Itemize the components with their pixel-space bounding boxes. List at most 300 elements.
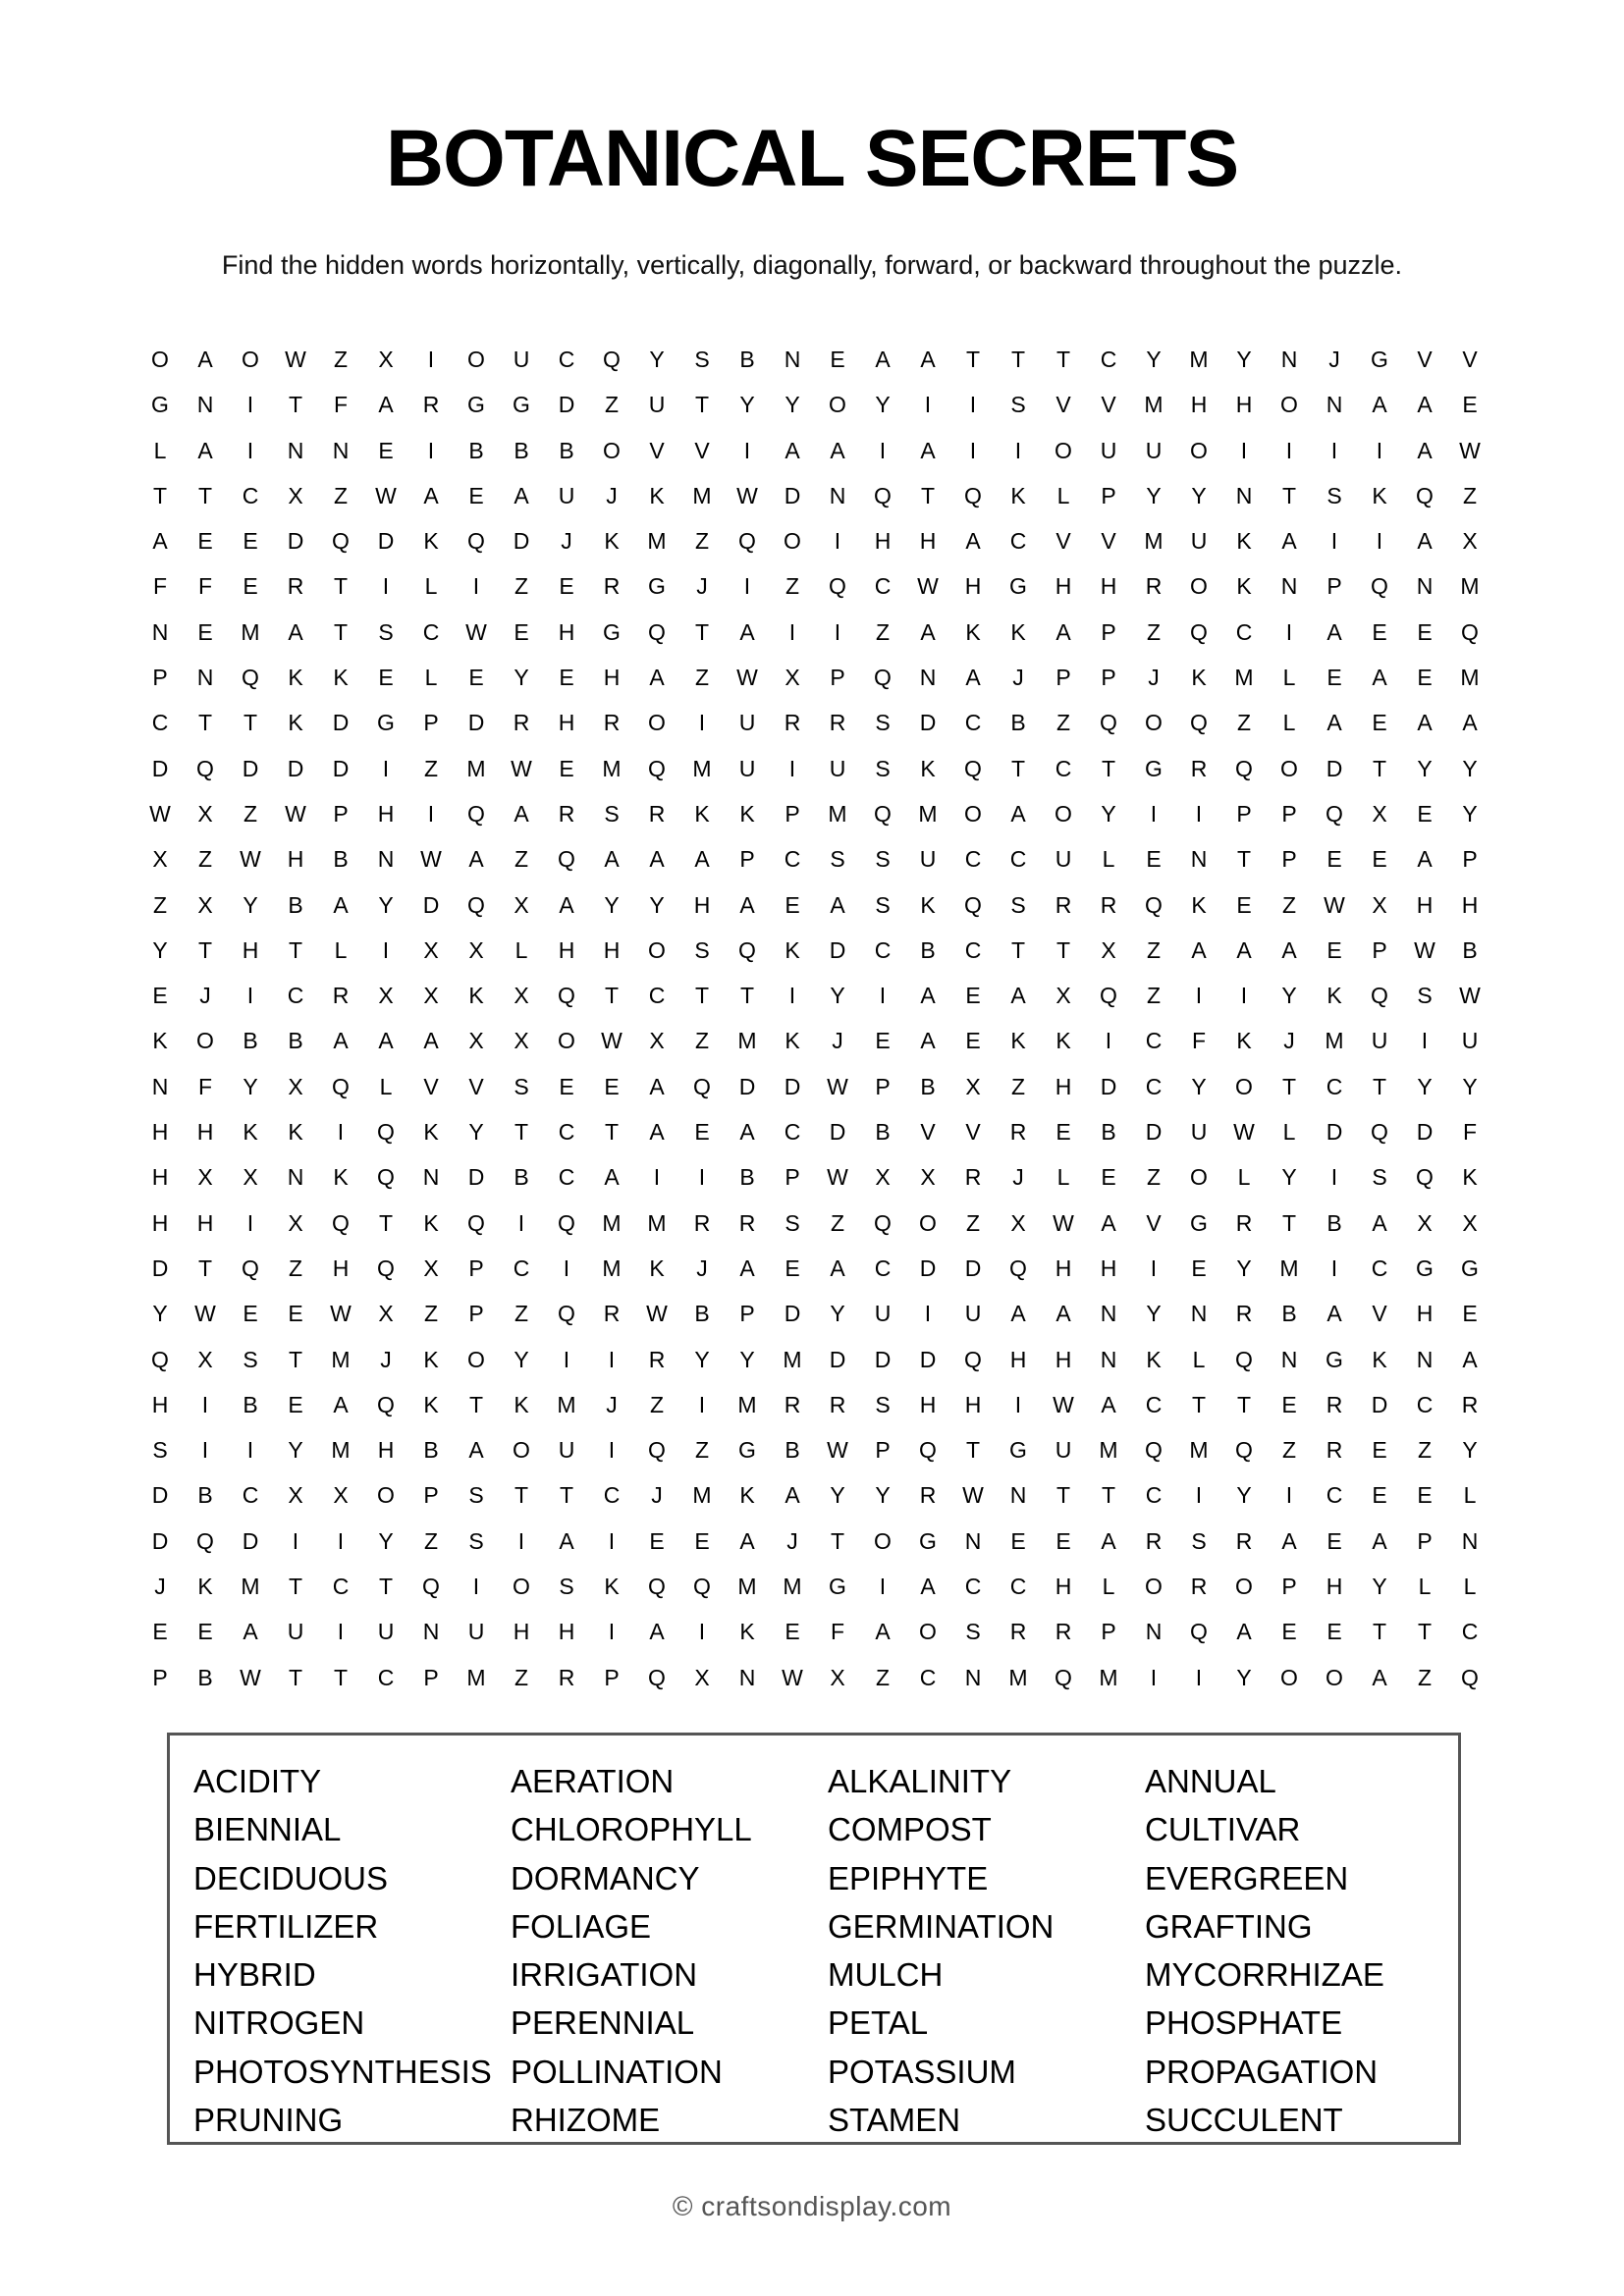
grid-cell[interactable]: Z — [152, 891, 168, 918]
grid-cell[interactable]: K — [1191, 665, 1207, 691]
grid-cell[interactable]: O — [1145, 710, 1163, 736]
grid-cell[interactable]: I — [1285, 437, 1293, 463]
grid-cell[interactable]: M — [783, 1574, 802, 1600]
grid-cell[interactable]: D — [242, 1527, 259, 1554]
grid-cell[interactable]: I — [246, 1437, 254, 1464]
grid-cell[interactable]: S — [604, 800, 620, 827]
grid-cell[interactable]: Y — [1462, 1437, 1478, 1464]
grid-cell[interactable]: O — [1280, 392, 1298, 418]
grid-cell[interactable]: I — [608, 1437, 616, 1464]
grid-cell[interactable]: R — [919, 1482, 937, 1509]
grid-cell[interactable]: A — [1417, 528, 1433, 555]
grid-cell[interactable]: K — [785, 1028, 800, 1054]
grid-cell[interactable]: W — [736, 665, 758, 691]
grid-cell[interactable]: X — [378, 1301, 394, 1327]
grid-cell[interactable]: C — [1416, 1391, 1434, 1417]
grid-cell[interactable]: Y — [1101, 800, 1116, 827]
grid-cell[interactable]: A — [423, 1028, 439, 1054]
grid-cell[interactable]: L — [1463, 1574, 1477, 1600]
grid-cell[interactable]: O — [1190, 1164, 1208, 1191]
grid-cell[interactable]: I — [698, 710, 706, 736]
grid-cell[interactable]: Q — [196, 755, 214, 781]
grid-cell[interactable]: E — [559, 1073, 574, 1099]
grid-cell[interactable]: X — [378, 347, 394, 372]
grid-cell[interactable]: I — [1150, 1664, 1158, 1690]
grid-cell[interactable]: I — [1195, 983, 1203, 1009]
grid-cell[interactable]: I — [337, 1619, 345, 1645]
grid-cell[interactable]: C — [422, 618, 440, 645]
grid-cell[interactable]: T — [920, 482, 936, 508]
grid-cell[interactable]: Z — [423, 1301, 439, 1327]
grid-cell[interactable]: E — [1146, 846, 1162, 873]
grid-cell[interactable]: O — [919, 1209, 937, 1236]
grid-cell[interactable]: T — [243, 710, 258, 736]
grid-cell[interactable]: G — [603, 618, 621, 645]
grid-cell[interactable]: T — [1010, 755, 1026, 781]
grid-cell[interactable]: E — [288, 1391, 303, 1417]
grid-cell[interactable]: S — [1010, 392, 1026, 418]
grid-cell[interactable]: G — [738, 1437, 756, 1464]
grid-cell[interactable]: E — [197, 618, 213, 645]
grid-cell[interactable]: A — [1372, 1209, 1387, 1236]
grid-cell[interactable]: Y — [1146, 347, 1162, 372]
grid-cell[interactable]: L — [514, 936, 528, 963]
grid-cell[interactable]: W — [240, 846, 261, 873]
grid-cell[interactable]: I — [1105, 1028, 1112, 1054]
grid-cell[interactable]: Z — [1146, 1164, 1162, 1191]
grid-cell[interactable]: Y — [514, 665, 529, 691]
grid-cell[interactable]: P — [1101, 618, 1116, 645]
grid-cell[interactable]: K — [288, 665, 303, 691]
grid-cell[interactable]: U — [1055, 846, 1072, 873]
grid-cell[interactable]: A — [649, 1119, 665, 1146]
grid-cell[interactable]: H — [196, 1119, 214, 1146]
grid-cell[interactable]: S — [965, 1619, 981, 1645]
grid-cell[interactable]: O — [1235, 1574, 1253, 1600]
grid-cell[interactable]: A — [243, 1619, 258, 1645]
grid-cell[interactable]: B — [468, 437, 484, 463]
grid-cell[interactable]: T — [1281, 1073, 1297, 1099]
grid-cell[interactable]: E — [1326, 1619, 1342, 1645]
grid-cell[interactable]: Y — [1236, 1482, 1252, 1509]
grid-cell[interactable]: X — [468, 936, 484, 963]
grid-cell[interactable]: N — [829, 482, 846, 508]
grid-cell[interactable]: A — [1372, 665, 1387, 691]
grid-cell[interactable]: E — [1326, 936, 1342, 963]
grid-cell[interactable]: I — [201, 1391, 209, 1417]
grid-cell[interactable]: Q — [693, 1073, 711, 1099]
grid-cell[interactable]: C — [332, 1574, 350, 1600]
grid-cell[interactable]: S — [468, 1527, 484, 1554]
grid-cell[interactable]: W — [285, 800, 306, 827]
grid-cell[interactable]: Z — [1462, 482, 1478, 508]
grid-cell[interactable]: X — [288, 1073, 303, 1099]
grid-cell[interactable]: Q — [1326, 800, 1343, 827]
grid-cell[interactable]: H — [558, 710, 575, 736]
grid-cell[interactable]: A — [649, 846, 665, 873]
grid-cell[interactable]: E — [875, 1028, 891, 1054]
grid-cell[interactable]: A — [830, 1255, 845, 1281]
grid-cell[interactable]: Z — [197, 846, 213, 873]
grid-cell[interactable]: C — [242, 1482, 259, 1509]
grid-cell[interactable]: W — [240, 1664, 261, 1690]
grid-cell[interactable]: O — [467, 347, 485, 372]
grid-cell[interactable]: J — [1012, 665, 1024, 691]
grid-cell[interactable]: X — [423, 983, 439, 1009]
grid-cell[interactable]: I — [834, 528, 841, 555]
grid-cell[interactable]: X — [965, 1073, 981, 1099]
grid-cell[interactable]: D — [1371, 1391, 1388, 1417]
grid-cell[interactable]: W — [917, 573, 939, 600]
grid-cell[interactable]: O — [964, 800, 982, 827]
grid-cell[interactable]: R — [964, 1164, 982, 1191]
grid-cell[interactable]: M — [1279, 1255, 1299, 1281]
grid-cell[interactable]: A — [514, 482, 529, 508]
grid-cell[interactable]: X — [378, 983, 394, 1009]
grid-cell[interactable]: I — [743, 437, 751, 463]
grid-cell[interactable]: K — [423, 1346, 439, 1372]
grid-cell[interactable]: E — [1191, 1255, 1207, 1281]
grid-cell[interactable]: C — [1145, 1482, 1163, 1509]
grid-cell[interactable]: I — [1150, 800, 1158, 827]
grid-cell[interactable]: T — [288, 392, 303, 418]
grid-cell[interactable]: R — [1326, 1437, 1343, 1464]
grid-cell[interactable]: H — [964, 1391, 982, 1417]
grid-cell[interactable]: W — [1414, 936, 1435, 963]
grid-cell[interactable]: D — [1100, 1073, 1117, 1099]
grid-cell[interactable]: N — [1009, 1482, 1027, 1509]
grid-cell[interactable]: D — [467, 1164, 485, 1191]
grid-cell[interactable]: O — [1145, 1574, 1163, 1600]
grid-cell[interactable]: R — [1190, 1574, 1208, 1600]
grid-cell[interactable]: C — [1235, 618, 1253, 645]
grid-cell[interactable]: N — [1416, 573, 1434, 600]
grid-cell[interactable]: T — [1101, 1482, 1116, 1509]
grid-cell[interactable]: X — [288, 1209, 303, 1236]
grid-cell[interactable]: Y — [378, 1527, 394, 1554]
grid-cell[interactable]: A — [1326, 618, 1342, 645]
grid-cell[interactable]: X — [785, 665, 800, 691]
grid-cell[interactable]: W — [1459, 437, 1481, 463]
grid-cell[interactable]: A — [1101, 1527, 1116, 1554]
grid-cell[interactable]: Q — [1371, 573, 1388, 600]
grid-cell[interactable]: Y — [1146, 482, 1162, 508]
grid-cell[interactable]: Y — [243, 1073, 258, 1099]
grid-cell[interactable]: Y — [152, 936, 168, 963]
grid-cell[interactable]: X — [1101, 936, 1116, 963]
grid-cell[interactable]: W — [511, 755, 532, 781]
grid-cell[interactable]: A — [739, 1119, 755, 1146]
grid-cell[interactable]: E — [1326, 846, 1342, 873]
grid-cell[interactable]: F — [152, 573, 168, 600]
grid-cell[interactable]: H — [603, 665, 621, 691]
grid-cell[interactable]: I — [1195, 1664, 1203, 1690]
grid-cell[interactable]: N — [1190, 846, 1208, 873]
grid-cell[interactable]: H — [919, 1391, 937, 1417]
grid-cell[interactable]: M — [737, 1574, 757, 1600]
grid-cell[interactable]: Y — [830, 1301, 845, 1327]
grid-cell[interactable]: A — [333, 1391, 349, 1417]
grid-cell[interactable]: W — [1459, 983, 1481, 1009]
grid-cell[interactable]: S — [1417, 983, 1433, 1009]
grid-cell[interactable]: S — [694, 936, 710, 963]
grid-cell[interactable]: I — [924, 1301, 932, 1327]
grid-cell[interactable]: T — [333, 573, 349, 600]
grid-cell[interactable]: A — [604, 846, 620, 873]
grid-cell[interactable]: I — [879, 1574, 887, 1600]
grid-cell[interactable]: R — [1235, 1527, 1253, 1554]
grid-cell[interactable]: B — [1326, 1209, 1342, 1236]
grid-cell[interactable]: U — [1371, 1028, 1388, 1054]
grid-cell[interactable]: Q — [648, 1437, 666, 1464]
grid-cell[interactable]: A — [1281, 528, 1297, 555]
grid-cell[interactable]: S — [559, 1574, 574, 1600]
grid-cell[interactable]: O — [1326, 1664, 1343, 1690]
grid-cell[interactable]: J — [832, 1028, 843, 1054]
grid-cell[interactable]: Q — [1371, 1119, 1388, 1146]
grid-cell[interactable]: M — [1325, 1028, 1344, 1054]
grid-cell[interactable]: I — [879, 983, 887, 1009]
grid-cell[interactable]: H — [558, 618, 575, 645]
grid-cell[interactable]: P — [1281, 1574, 1297, 1600]
grid-cell[interactable]: A — [649, 1073, 665, 1099]
grid-cell[interactable]: X — [1417, 1209, 1433, 1236]
grid-cell[interactable]: H — [558, 936, 575, 963]
grid-cell[interactable]: E — [1056, 1527, 1071, 1554]
grid-cell[interactable]: K — [965, 618, 981, 645]
grid-cell[interactable]: C — [784, 846, 801, 873]
grid-cell[interactable]: D — [513, 528, 530, 555]
grid-cell[interactable]: W — [1053, 1209, 1074, 1236]
grid-cell[interactable]: Q — [964, 755, 982, 781]
grid-cell[interactable]: U — [1100, 437, 1117, 463]
grid-cell[interactable]: R — [287, 573, 304, 600]
grid-cell[interactable]: E — [1056, 1119, 1071, 1146]
grid-cell[interactable]: Q — [377, 1391, 395, 1417]
grid-cell[interactable]: K — [604, 528, 620, 555]
grid-cell[interactable]: I — [1330, 1255, 1338, 1281]
grid-cell[interactable]: A — [378, 1028, 394, 1054]
grid-cell[interactable]: R — [1235, 1209, 1253, 1236]
grid-cell[interactable]: K — [333, 1164, 349, 1191]
grid-cell[interactable]: P — [785, 800, 800, 827]
grid-cell[interactable]: E — [1326, 665, 1342, 691]
grid-cell[interactable]: F — [1191, 1028, 1207, 1054]
grid-cell[interactable]: V — [423, 1073, 439, 1099]
grid-cell[interactable]: C — [151, 710, 169, 736]
grid-cell[interactable]: E — [1462, 1301, 1478, 1327]
grid-cell[interactable]: D — [422, 891, 440, 918]
grid-cell[interactable]: M — [692, 482, 712, 508]
grid-cell[interactable]: A — [1417, 846, 1433, 873]
grid-cell[interactable]: S — [875, 891, 891, 918]
grid-cell[interactable]: T — [378, 1574, 394, 1600]
grid-cell[interactable]: R — [1190, 755, 1208, 781]
grid-cell[interactable]: W — [646, 1301, 668, 1327]
grid-cell[interactable]: C — [1009, 1574, 1027, 1600]
grid-cell[interactable]: Z — [1281, 1437, 1297, 1464]
grid-cell[interactable]: T — [1056, 1482, 1071, 1509]
grid-cell[interactable]: E — [1372, 1482, 1387, 1509]
grid-cell[interactable]: T — [1101, 755, 1116, 781]
grid-cell[interactable]: A — [1281, 936, 1297, 963]
grid-cell[interactable]: X — [830, 1664, 845, 1690]
grid-cell[interactable]: D — [738, 1073, 756, 1099]
grid-cell[interactable]: G — [1009, 1437, 1027, 1464]
grid-cell[interactable]: W — [1233, 1119, 1255, 1146]
grid-cell[interactable]: B — [514, 437, 529, 463]
grid-cell[interactable]: K — [423, 1209, 439, 1236]
grid-cell[interactable]: W — [782, 1664, 803, 1690]
grid-cell[interactable]: Y — [243, 891, 258, 918]
grid-cell[interactable]: X — [514, 983, 529, 1009]
grid-cell[interactable]: X — [1372, 800, 1387, 827]
grid-cell[interactable]: V — [1101, 528, 1116, 555]
grid-cell[interactable]: N — [151, 1073, 169, 1099]
grid-cell[interactable]: Y — [1281, 983, 1297, 1009]
grid-cell[interactable]: S — [152, 1437, 168, 1464]
grid-cell[interactable]: A — [739, 1527, 755, 1554]
grid-cell[interactable]: Q — [1235, 1437, 1253, 1464]
grid-cell[interactable]: D — [829, 1119, 846, 1146]
grid-cell[interactable]: K — [1191, 891, 1207, 918]
grid-cell[interactable]: K — [423, 1391, 439, 1417]
grid-cell[interactable]: Z — [694, 528, 710, 555]
grid-cell[interactable]: O — [603, 437, 621, 463]
grid-cell[interactable]: E — [1101, 1164, 1116, 1191]
grid-cell[interactable]: T — [197, 710, 213, 736]
grid-cell[interactable]: A — [152, 528, 168, 555]
grid-cell[interactable]: Y — [152, 1301, 168, 1327]
grid-cell[interactable]: V — [1146, 1209, 1162, 1236]
grid-cell[interactable]: C — [648, 983, 666, 1009]
grid-cell[interactable]: K — [1056, 1028, 1071, 1054]
grid-cell[interactable]: G — [467, 392, 485, 418]
grid-cell[interactable]: K — [468, 983, 484, 1009]
grid-cell[interactable]: R — [784, 710, 801, 736]
grid-cell[interactable]: Z — [694, 1028, 710, 1054]
grid-cell[interactable]: E — [785, 1255, 800, 1281]
grid-cell[interactable]: A — [875, 347, 891, 372]
grid-cell[interactable]: X — [875, 1164, 891, 1191]
grid-cell[interactable]: Y — [514, 1346, 529, 1372]
grid-cell[interactable]: D — [919, 710, 937, 736]
grid-cell[interactable]: F — [830, 1619, 845, 1645]
grid-cell[interactable]: T — [288, 1574, 303, 1600]
grid-cell[interactable]: H — [874, 528, 892, 555]
grid-cell[interactable]: W — [375, 482, 397, 508]
grid-cell[interactable]: E — [694, 1119, 710, 1146]
grid-cell[interactable]: O — [1190, 573, 1208, 600]
grid-cell[interactable]: H — [377, 800, 395, 827]
grid-cell[interactable]: D — [784, 1301, 801, 1327]
grid-cell[interactable]: R — [648, 1346, 666, 1372]
grid-cell[interactable]: A — [197, 347, 213, 372]
grid-cell[interactable]: Z — [694, 665, 710, 691]
grid-cell[interactable]: Q — [693, 1574, 711, 1600]
grid-cell[interactable]: Q — [964, 891, 982, 918]
grid-cell[interactable]: A — [1417, 437, 1433, 463]
grid-cell[interactable]: K — [243, 1119, 258, 1146]
grid-cell[interactable]: L — [1102, 846, 1115, 873]
grid-cell[interactable]: Z — [965, 1209, 981, 1236]
grid-cell[interactable]: H — [332, 1255, 350, 1281]
grid-cell[interactable]: I — [1014, 1391, 1022, 1417]
grid-cell[interactable]: T — [1417, 1619, 1433, 1645]
grid-cell[interactable]: T — [468, 1391, 484, 1417]
grid-cell[interactable]: B — [1462, 936, 1478, 963]
grid-cell[interactable]: E — [243, 528, 258, 555]
grid-cell[interactable]: Z — [694, 1437, 710, 1464]
grid-cell[interactable]: L — [334, 936, 348, 963]
grid-cell[interactable]: A — [333, 891, 349, 918]
grid-cell[interactable]: V — [694, 437, 710, 463]
grid-cell[interactable]: J — [199, 983, 211, 1009]
grid-cell[interactable]: A — [1462, 710, 1478, 736]
grid-cell[interactable]: T — [1056, 347, 1071, 372]
grid-cell[interactable]: P — [875, 1437, 891, 1464]
grid-cell[interactable]: U — [513, 347, 530, 372]
grid-cell[interactable]: V — [965, 1119, 981, 1146]
grid-cell[interactable]: O — [151, 347, 169, 372]
grid-cell[interactable]: G — [151, 392, 169, 418]
grid-cell[interactable]: M — [783, 1346, 802, 1372]
grid-cell[interactable]: K — [1010, 618, 1026, 645]
grid-cell[interactable]: I — [1330, 528, 1338, 555]
grid-cell[interactable]: C — [964, 1574, 982, 1600]
grid-cell[interactable]: Y — [830, 983, 845, 1009]
grid-cell[interactable]: Q — [558, 1301, 575, 1327]
grid-cell[interactable]: N — [287, 1164, 304, 1191]
grid-cell[interactable]: M — [1099, 1437, 1118, 1464]
grid-cell[interactable]: A — [1417, 710, 1433, 736]
grid-cell[interactable]: D — [151, 1255, 169, 1281]
grid-cell[interactable]: K — [649, 482, 665, 508]
grid-cell[interactable]: Q — [648, 1574, 666, 1600]
grid-cell[interactable]: Z — [1146, 618, 1162, 645]
grid-cell[interactable]: P — [1101, 665, 1116, 691]
grid-cell[interactable]: N — [151, 618, 169, 645]
grid-cell[interactable]: Q — [1235, 755, 1253, 781]
grid-cell[interactable]: K — [739, 1619, 755, 1645]
grid-cell[interactable]: M — [1460, 573, 1480, 600]
grid-cell[interactable]: I — [1285, 618, 1293, 645]
grid-cell[interactable]: A — [1010, 800, 1026, 827]
grid-cell[interactable]: P — [1462, 846, 1478, 873]
grid-cell[interactable]: N — [1416, 1346, 1434, 1372]
grid-cell[interactable]: B — [875, 1119, 891, 1146]
grid-cell[interactable]: N — [1235, 482, 1253, 508]
grid-cell[interactable]: P — [423, 1664, 439, 1690]
grid-cell[interactable]: A — [1010, 1301, 1026, 1327]
grid-cell[interactable]: I — [517, 1527, 525, 1554]
grid-cell[interactable]: J — [696, 1255, 708, 1281]
grid-cell[interactable]: Q — [467, 528, 485, 555]
grid-cell[interactable]: A — [604, 1164, 620, 1191]
grid-cell[interactable]: S — [514, 1073, 529, 1099]
grid-cell[interactable]: B — [288, 1028, 303, 1054]
grid-cell[interactable]: C — [1371, 1255, 1388, 1281]
grid-cell[interactable]: G — [1416, 1255, 1434, 1281]
grid-cell[interactable]: K — [694, 800, 710, 827]
grid-cell[interactable]: M — [241, 1574, 260, 1600]
grid-cell[interactable]: M — [466, 755, 486, 781]
grid-cell[interactable]: A — [1417, 392, 1433, 418]
grid-cell[interactable]: N — [422, 1619, 440, 1645]
grid-cell[interactable]: U — [1190, 1119, 1208, 1146]
grid-cell[interactable]: Z — [1417, 1437, 1433, 1464]
grid-cell[interactable]: R — [603, 573, 621, 600]
